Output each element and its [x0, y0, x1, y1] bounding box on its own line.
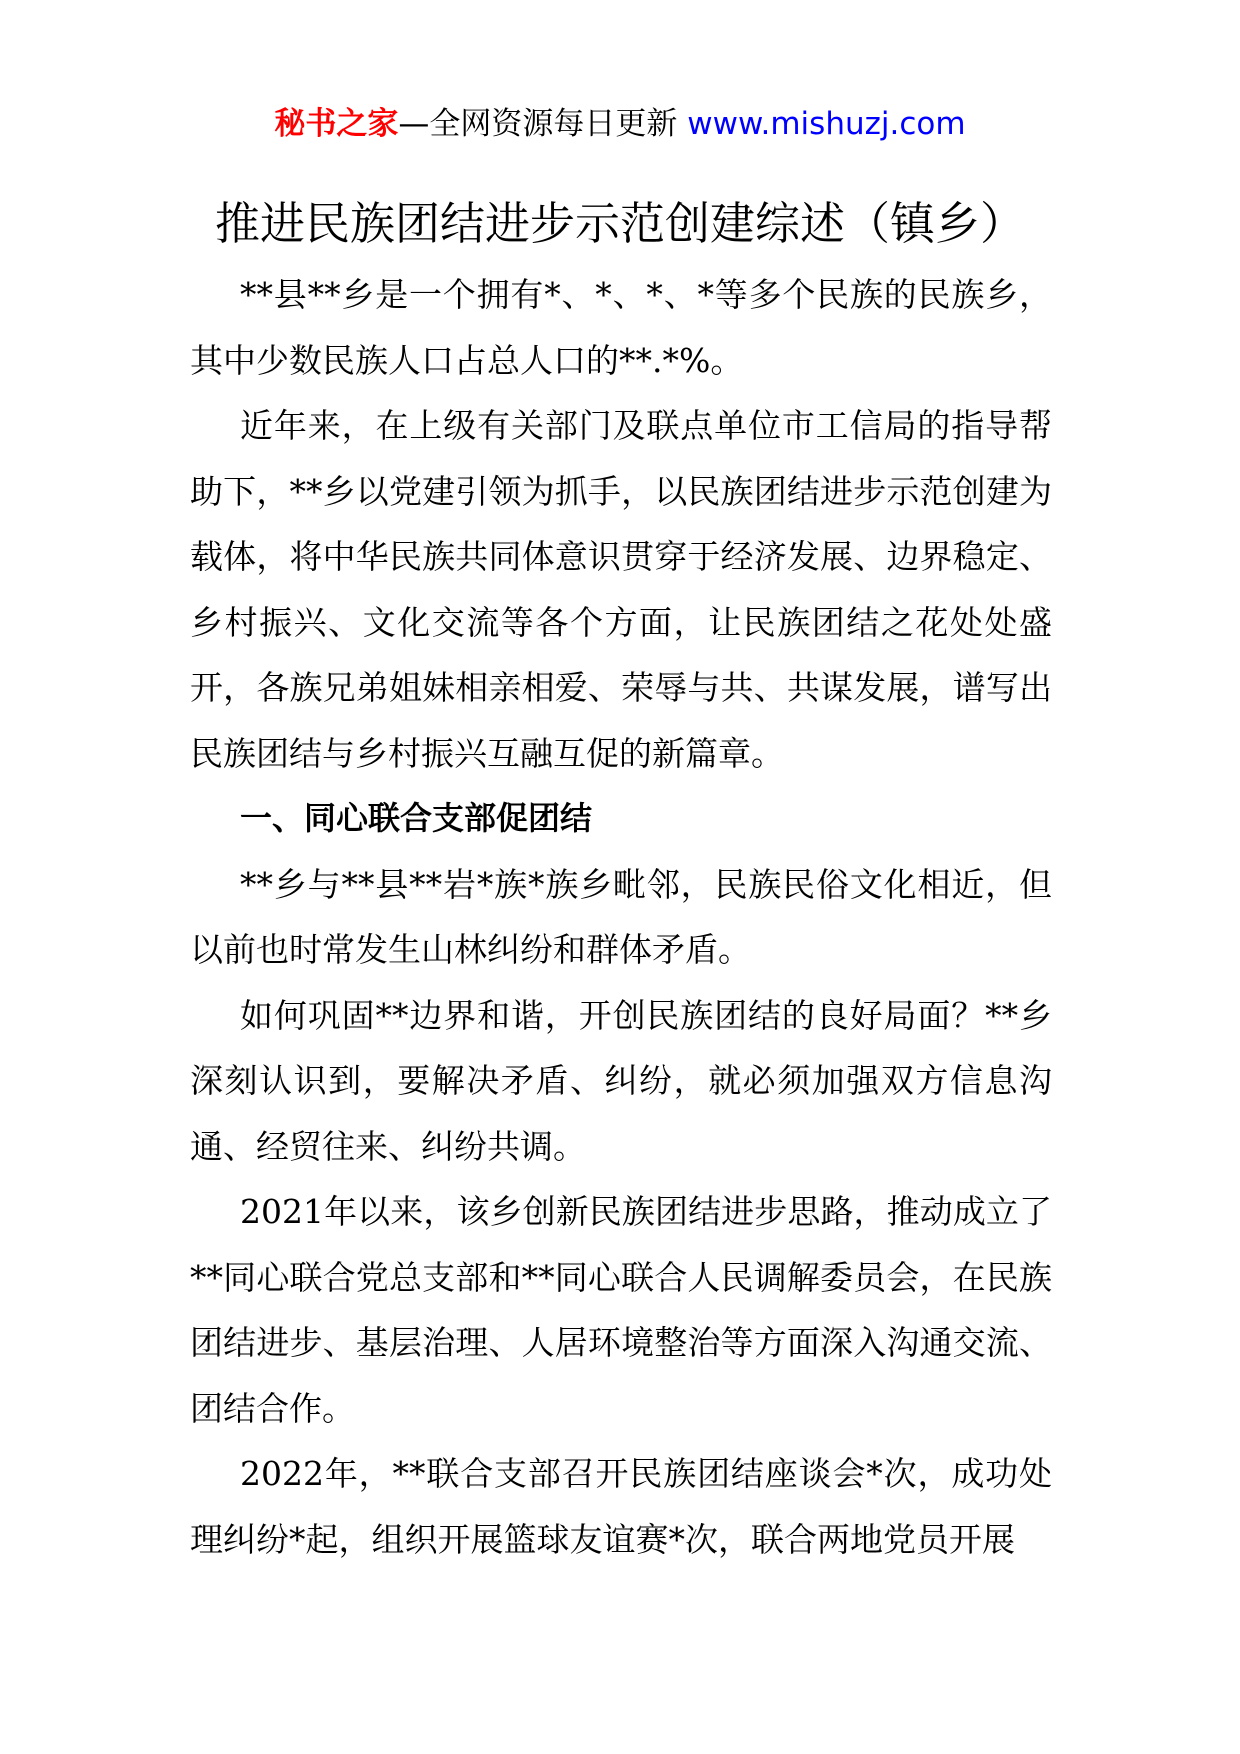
site-url-link[interactable]: www.mishuzj.com [687, 106, 966, 142]
body-paragraph: 2022年，**联合支部召开民族团结座谈会*次，成功处理纠纷*起，组织开展篮球友谊赛*次，联合两地党员开展 [190, 1454, 1052, 1559]
body-paragraph: **县**乡是一个拥有*、*、*、*等多个民族的民族乡，其中少数民族人口占总人口的**.*%。 [190, 275, 1052, 380]
site-tagline: —全网资源每日更新 [398, 106, 678, 142]
site-header [0, 100, 1240, 148]
site-brand: 秘书之家 [274, 106, 399, 142]
document-title: 推进民族团结进步示范创建综述（镇乡） [214, 197, 1025, 250]
section-heading: 一、同心联合支部促团结 [240, 799, 593, 837]
body-paragraph: 2021年以来，该乡创新民族团结进步思路，推动成立了**同心联合党总支部和**同心联合人民调解委员会，在民族团结进步、基层治理、人居环境整治等方面深入沟通交流、团结合作。 [190, 1192, 1052, 1428]
body-paragraph: **乡与**县**岩*族*族乡毗邻，民族民俗文化相近，但以前也时常发生山林纠纷和群体矛盾。 [190, 864, 1052, 969]
body-paragraph: 如何巩固**边界和谐，开创民族团结的良好局面？**乡深刻认识到，要解决矛盾、纠纷，就必须加强双方信息沟通、经贸往来、纠纷共调。 [190, 995, 1052, 1166]
body-paragraph: 近年来，在上级有关部门及联点单位市工信局的指导帮助下，**乡以党建引领为抓手，以民族团结进步示范创建为载体，将中华民族共同体意识贯穿于经济发展、边界稳定、乡村振兴、文化交流等各个方面，让民族团结之花处处盛开，各族兄弟姐妹相亲相爱、荣辱与共、共谋发展，谱写出民族团结与乡村振兴互融互促的新篇章。 [190, 406, 1052, 773]
document-body [190, 262, 1052, 1572]
